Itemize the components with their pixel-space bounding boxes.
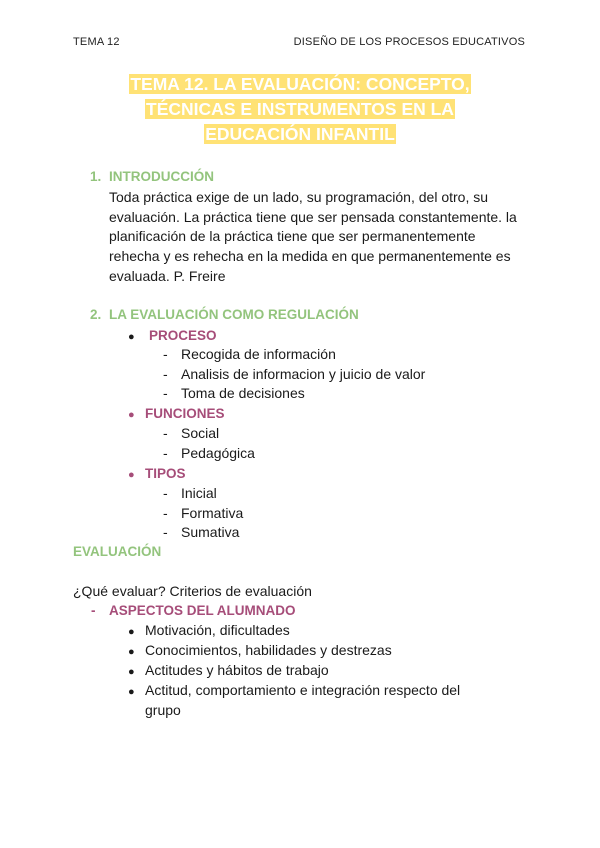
- aspectos-item: Actitud, comportamiento e integración respecto del: [145, 682, 461, 698]
- bullet-dot: ●: [128, 331, 135, 343]
- aspectos-item: Actitudes y hábitos de trabajo: [145, 662, 329, 678]
- tipos-label: TIPOS: [145, 466, 186, 481]
- proceso-item: Analisis de informacion y juicio de valor: [181, 366, 426, 382]
- section2-heading: LA EVALUACIÓN COMO REGULACIÓN: [109, 307, 359, 322]
- aspectos-item: Motivación, dificultades: [145, 622, 290, 638]
- dash: -: [163, 485, 168, 501]
- funciones-item: Social: [181, 425, 220, 441]
- bullet-dot: ●: [128, 686, 135, 698]
- dash: -: [163, 346, 168, 362]
- funciones-label: FUNCIONES: [145, 406, 225, 421]
- title-line-3: EDUCACIÓN INFANTIL: [205, 124, 395, 144]
- bullet-dot: ●: [128, 646, 135, 658]
- aspectos-item: Conocimientos, habilidades y destrezas: [145, 642, 392, 658]
- aspectos-item-continuation: grupo: [145, 702, 181, 718]
- tipos-item: Inicial: [181, 485, 217, 501]
- evaluacion-heading: EVALUACIÓN: [73, 544, 162, 559]
- header-right: DISEÑO DE LOS PROCESOS EDUCATIVOS: [293, 36, 525, 48]
- dash: -: [163, 524, 168, 540]
- evaluacion-question: ¿Qué evaluar? Criterios de evaluación: [73, 583, 312, 599]
- proceso-item: Recogida de información: [181, 346, 336, 362]
- title-line-1: TEMA 12. LA EVALUACIÓN: CONCEPTO,: [130, 74, 470, 94]
- page-title: [0, 72, 600, 147]
- funciones-item: Pedagógica: [181, 445, 255, 461]
- proceso-item: Toma de decisiones: [181, 385, 305, 401]
- bullet-dot: ●: [128, 626, 135, 638]
- title-line-2: TÉCNICAS E INSTRUMENTOS EN LA: [146, 99, 454, 119]
- aspectos-label: ASPECTOS DEL ALUMNADO: [109, 603, 296, 618]
- dash: -: [163, 366, 168, 382]
- proceso-label: PROCESO: [149, 328, 217, 343]
- tipos-item: Formativa: [181, 505, 244, 521]
- section2-number: 2.: [90, 307, 102, 322]
- bullet-dot: ●: [128, 469, 135, 481]
- dash: -: [91, 603, 96, 618]
- dash: -: [163, 505, 168, 521]
- dash: -: [163, 425, 168, 441]
- section1-number: 1.: [90, 169, 102, 184]
- section1-paragraph: Toda práctica exige de un lado, su programación, del otro, su evaluación. La práctica tiene que ser pensada constantemente. la planificación de la práctica tiene que ser permanentemente rehecha y es rehecha en la medida en que permanentemente es evaluada. P. Freire: [109, 189, 517, 284]
- tipos-item: Sumativa: [181, 524, 240, 540]
- header-left: TEMA 12: [73, 36, 120, 48]
- dash: -: [163, 385, 168, 401]
- dash: -: [163, 445, 168, 461]
- bullet-dot: ●: [128, 666, 135, 678]
- section1-heading: INTRODUCCIÓN: [109, 169, 214, 184]
- bullet-dot: ●: [128, 409, 135, 421]
